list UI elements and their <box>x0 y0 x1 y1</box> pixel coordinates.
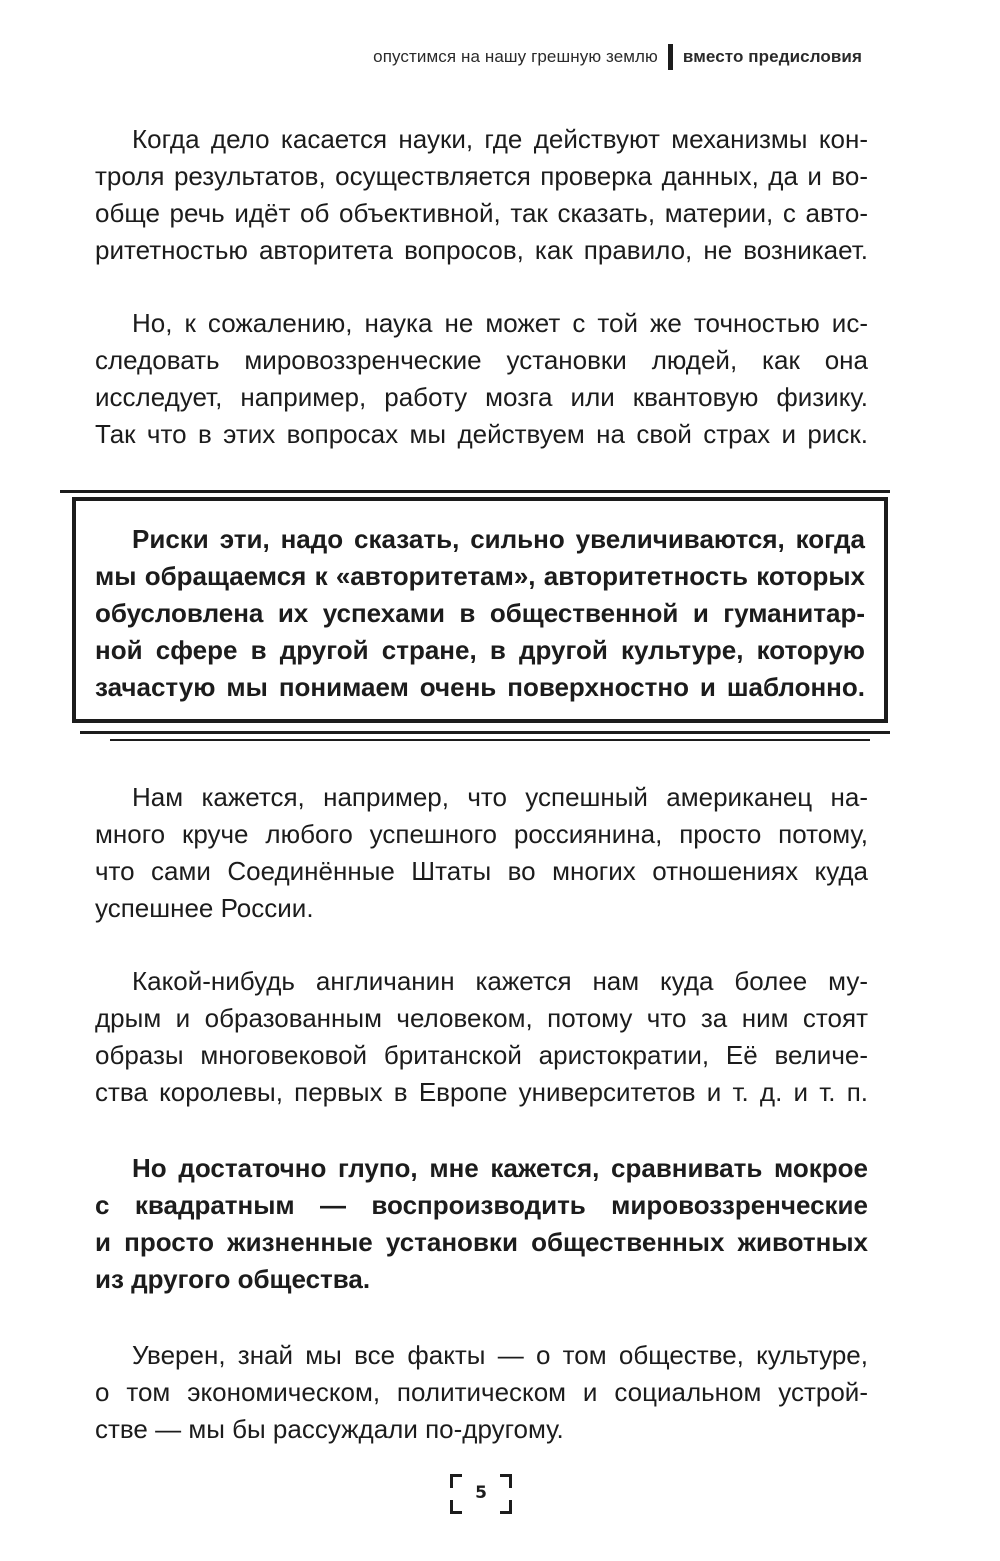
running-head <box>373 44 862 70</box>
paragraph-line: троля результатов, осуществляется проверка данных, да и во- <box>95 161 868 191</box>
paragraph-line: стве — мы бы рассуждали по-другому. <box>95 1414 564 1444</box>
paragraph-line: Когда дело касается науки, где действуют механизмы кон- <box>132 124 868 154</box>
page-number <box>450 1474 512 1514</box>
paragraph-line: дрым и образованным человеком, потому что за ним стоят <box>95 1003 868 1033</box>
callout-bottom-rule <box>80 731 890 734</box>
paragraph-4 <box>95 963 868 1111</box>
paragraph-line: Но достаточно глупо, мне кажется, сравнивать мокрое <box>132 1153 868 1183</box>
paragraph-6 <box>95 1337 868 1448</box>
paragraph-line: Уверен, знай мы все факты — о том обществе, культуре, <box>132 1340 868 1370</box>
callout-line: ной сфере в другой стране, в другой культуре, которую <box>95 635 865 665</box>
paragraph-2 <box>95 305 868 453</box>
paragraph-line: с квадратным — воспроизводить мировоззренческие <box>95 1190 868 1220</box>
paragraph-line: о том экономическом, политическом и социальном устрой- <box>95 1377 868 1407</box>
callout-bottom-rule-thin <box>110 739 870 741</box>
paragraph-line: следовать мировоззренческие установки людей, как она <box>95 345 868 375</box>
paragraph-line: Но, к сожалению, наука не может с той же точностью ис- <box>132 308 868 338</box>
paragraph-line: и просто жизненные установки общественных животных <box>95 1227 868 1257</box>
running-head-separator <box>668 44 673 70</box>
paragraph-line: Так что в этих вопросах мы действуем на свой страх и риск. <box>95 419 868 449</box>
callout-line: обусловлена их успехами в общественной и гуманитар- <box>95 598 865 628</box>
paragraph-line: ритетностью авторитета вопросов, как правило, не возникает. <box>95 235 868 265</box>
paragraph-line: много круче любого успешного россиянина, просто потому, <box>95 819 868 849</box>
page-number-value: 5 <box>475 1483 487 1503</box>
paragraph-line: Какой-нибудь англичанин кажется нам куда более му- <box>132 966 868 996</box>
running-head-section: вместо предисловия <box>682 47 862 66</box>
callout-top-rule <box>60 490 890 493</box>
callout-text <box>95 521 865 706</box>
paragraph-line: ства королевы, первых в Европе университетов и т. д. и т. п. <box>95 1077 868 1107</box>
callout-line: мы обращаемся к «авторитетам», авторитетность которых <box>95 561 865 591</box>
paragraph-line: обще речь идёт об объективной, так сказать, материи, с авто- <box>95 198 868 228</box>
paragraph-line: успешнее России. <box>95 893 314 923</box>
callout-line: зачастую мы понимаем очень поверхностно и шаблонно. <box>95 672 865 702</box>
paragraph-line: из другого общества. <box>95 1264 371 1294</box>
paragraph-line: образы многовековой британской аристократии, Её величе- <box>95 1040 868 1070</box>
paragraph-line: исследует, например, работу мозга или квантовую физику. <box>95 382 868 412</box>
paragraph-5 <box>95 1150 868 1298</box>
paragraph-1 <box>95 121 868 269</box>
running-head-chapter: опустимся на нашу грешную землю <box>373 47 658 66</box>
paragraph-line: Нам кажется, например, что успешный американец на- <box>132 782 868 812</box>
callout-line: Риски эти, надо сказать, сильно увеличиваются, когда <box>132 524 865 554</box>
paragraph-line: что сами Соединённые Штаты во многих отношениях куда <box>95 856 868 886</box>
paragraph-3 <box>95 779 868 927</box>
